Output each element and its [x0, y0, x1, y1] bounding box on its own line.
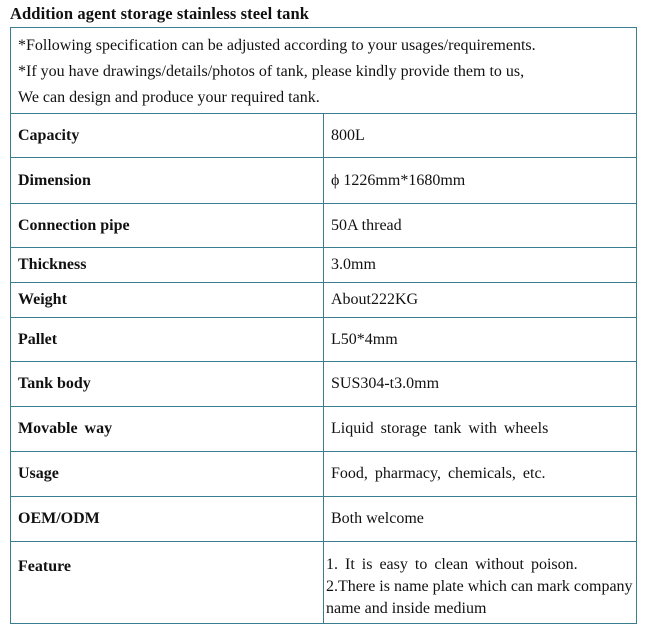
- connection-pipe-label: Connection pipe: [11, 204, 324, 248]
- tank-body-value: SUS304-t3.0mm: [324, 362, 637, 407]
- table-row: [11, 407, 637, 452]
- oem-odm-value: Both welcome: [324, 497, 637, 542]
- table-row: [11, 452, 637, 497]
- weight-value: About222KG: [324, 283, 637, 318]
- usage-label: Usage: [11, 452, 324, 497]
- table-row: [11, 542, 637, 624]
- capacity-label: Capacity: [11, 114, 324, 158]
- table-row: [11, 158, 637, 204]
- oem-odm-label: OEM/ODM: [11, 497, 324, 542]
- pallet-value: L50*4mm: [324, 318, 637, 362]
- dimension-label: Dimension: [11, 158, 324, 204]
- spec-table: [10, 27, 637, 624]
- table-row: [11, 248, 637, 283]
- tank-body-label: Tank body: [11, 362, 324, 407]
- movable-way-label: Movable way: [11, 407, 324, 452]
- capacity-value: 800L: [324, 114, 637, 158]
- table-row: [11, 497, 637, 542]
- thickness-value: 3.0mm: [324, 248, 637, 283]
- table-row: [11, 114, 637, 158]
- movable-way-value: Liquid storage tank with wheels: [324, 407, 637, 452]
- feature-value: [324, 542, 637, 624]
- table-row: [11, 204, 637, 248]
- table-row: [11, 362, 637, 407]
- note-line: *Following specification can be adjusted according to your usages/requirements.: [18, 37, 536, 54]
- weight-label: Weight: [11, 283, 324, 318]
- feature-label: Feature: [11, 542, 324, 624]
- usage-value: Food, pharmacy, chemicals, etc.: [324, 452, 637, 497]
- note-line: We can design and produce your required tank.: [18, 89, 320, 106]
- table-row: [11, 318, 637, 362]
- feature-line: 1. It is easy to clean without poison.: [326, 556, 578, 573]
- thickness-label: Thickness: [11, 248, 324, 283]
- notes-cell: [11, 28, 637, 114]
- notes-row: [11, 28, 637, 114]
- connection-pipe-value: 50A thread: [324, 204, 637, 248]
- page-title: Addition agent storage stainless steel tank: [10, 4, 310, 23]
- pallet-label: Pallet: [11, 318, 324, 362]
- note-line: *If you have drawings/details/photos of tank, please kindly provide them to us,: [18, 63, 525, 80]
- dimension-value: ϕ 1226mm*1680mm: [324, 158, 637, 204]
- feature-line: 2.There is name plate which can mark company name and inside medium: [326, 578, 633, 617]
- table-row: [11, 283, 637, 318]
